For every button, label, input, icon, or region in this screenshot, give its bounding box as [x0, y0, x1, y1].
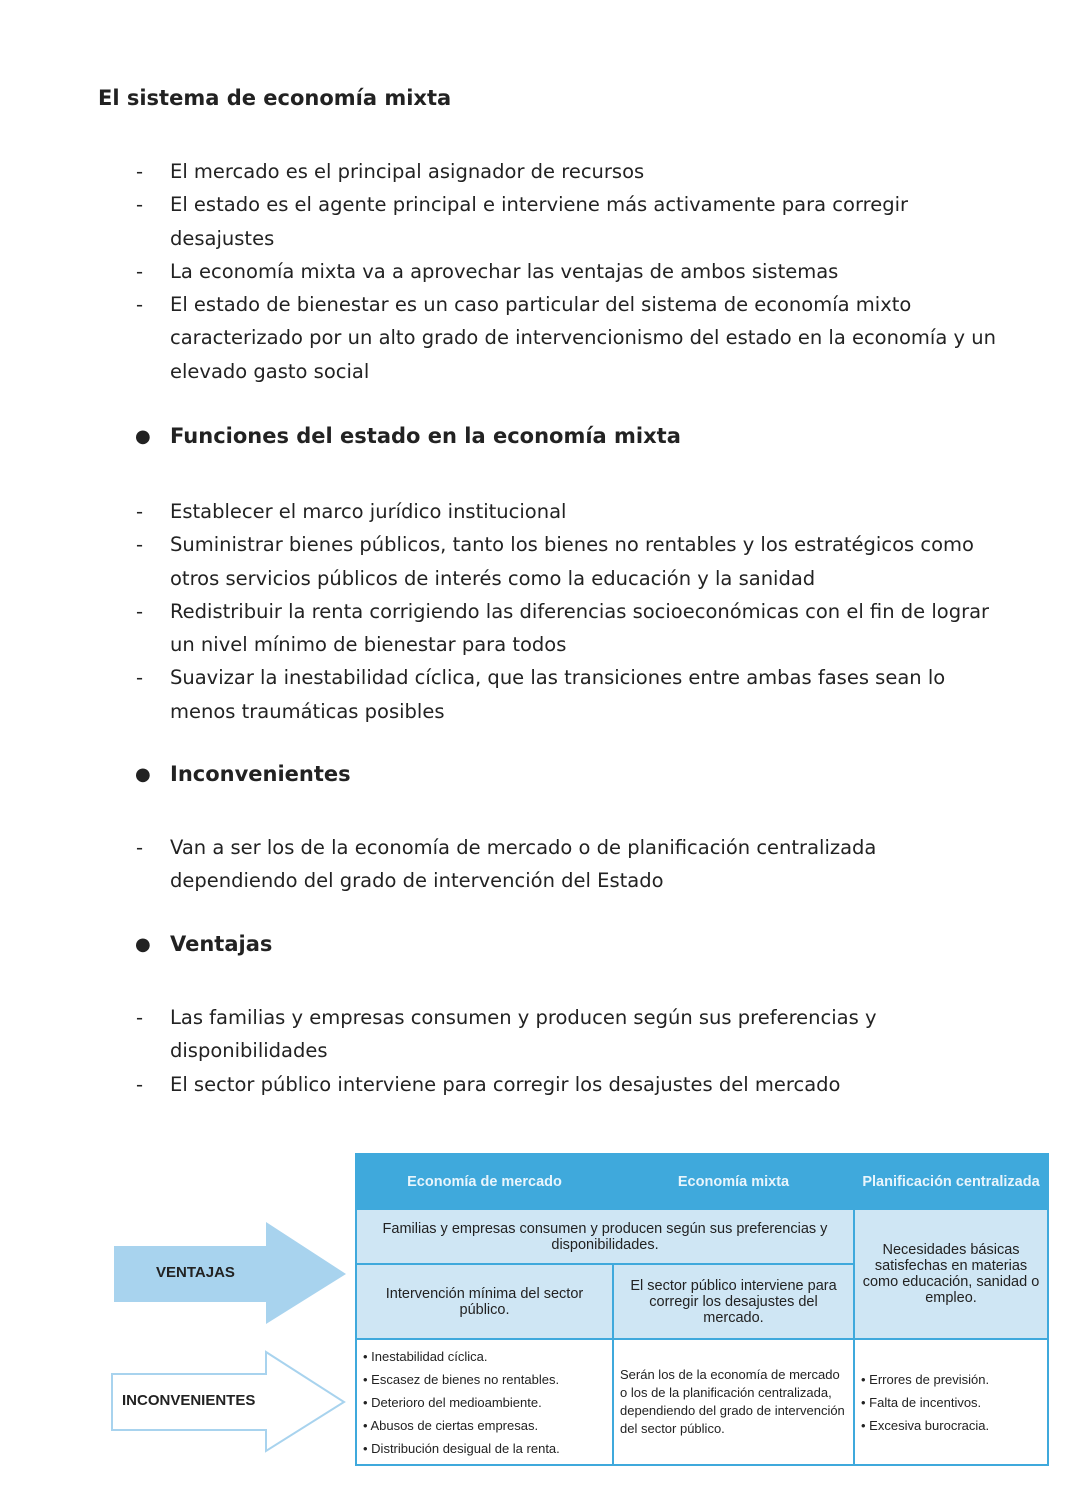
section-funciones: [0, 424, 1080, 728]
section-heading: Funciones del estado en la economía mixta: [170, 424, 681, 448]
ventajas-mixta-cell: El sector público interviene para corregir los desajustes del mercado.: [613, 1264, 854, 1339]
list-item: - La economía mixta va a aprovechar las ventajas de ambos sistemas: [136, 259, 839, 283]
header-planificacion: Planificación centralizada: [854, 1154, 1048, 1209]
list-item: - Las familias y empresas consumen y producen según sus preferencias y disponibilidades: [136, 1006, 877, 1063]
section-ventajas: [0, 932, 1080, 1101]
header-mercado: Economía de mercado: [356, 1154, 613, 1209]
section-heading: Ventajas: [170, 932, 273, 956]
list-item: - Van a ser los de la economía de mercado o de planificación centralizada dependiendo del grado de intervención del Estado: [136, 836, 877, 893]
list-item: - El estado de bienestar es un caso particular del sistema de economía mixto caracterizado por un alto grado de intervencionismo del estado en la economía y un elevado gasto social: [136, 293, 996, 383]
section-inconvenientes: [0, 762, 1080, 898]
list-item: • Errores de previsión.: [861, 1371, 990, 1387]
header-mixta: Economía mixta: [613, 1154, 854, 1209]
list-item: • Falta de incentivos.: [861, 1394, 982, 1410]
item-text: El estado de bienestar es un caso particular del sistema de economía mixto caracterizado por un alto grado de intervencionismo del estado en la economía y un elevado gasto social: [170, 293, 996, 383]
ventajas-shared-cell: Familias y empresas consumen y producen según sus preferencias y disponibilidades.: [356, 1209, 854, 1264]
list-item: - Establecer el marco jurídico institucional: [136, 500, 567, 523]
ventajas-planificacion-cell: Necesidades básicas satisfechas en materias como educación, sanidad o empleo.: [854, 1209, 1048, 1339]
item-text: Suministrar bienes públicos, tanto los bienes no rentables y los estratégicos como otros servicios públicos de interés como la educación y la sanidad: [170, 533, 974, 590]
item-text: El sector público interviene para corregir los desajustes del mercado: [170, 1072, 841, 1096]
list-item: - Redistribuir la renta corrigiendo las diferencias socioeconómicas con el fin de lograr un nivel mínimo de bienestar para todos: [136, 599, 990, 657]
inconv-mixta-cell: Serán los de la economía de mercado o los de la planificación centralizada, dependiendo del grado de intervención del sector público.: [613, 1339, 854, 1465]
section-heading: Inconvenientes: [170, 762, 351, 786]
bullet-icon: ●: [135, 764, 151, 785]
intro-list: [0, 155, 1080, 388]
comparison-table: [355, 1153, 1049, 1466]
ventajas-mercado-cell: Intervención mínima del sector público.: [356, 1264, 613, 1339]
page-title: El sistema de economía mixta: [98, 86, 452, 110]
list-item: • Abusos de ciertas empresas.: [363, 1417, 539, 1433]
list-item: • Deterioro del medioambiente.: [363, 1394, 542, 1410]
list-item: • Inestabilidad cíclica.: [363, 1348, 488, 1364]
inconv-mercado-cell: [356, 1339, 613, 1465]
list-item: - Suministrar bienes públicos, tanto los bienes no rentables y los estratégicos como otros servicios públicos de interés como la educación y la sanidad: [136, 533, 974, 590]
list-item: - El sector público interviene para corregir los desajustes del mercado: [136, 1072, 841, 1096]
inconv-planificacion-cell: [854, 1339, 1048, 1465]
list-item: - Suavizar la inestabilidad cíclica, que las transiciones entre ambas fases sean lo menos traumáticas posibles: [136, 666, 946, 723]
list-item: - El estado es el agente principal e interviene más activamente para corregir desajustes: [136, 193, 909, 250]
item-text: Redistribuir la renta corrigiendo las diferencias socioeconómicas con el fin de lograr un nivel mínimo de bienestar para todos: [170, 599, 990, 657]
list-item: • Distribución desigual de la renta.: [363, 1440, 560, 1456]
ventajas-label: VENTAJAS: [156, 1264, 235, 1281]
inconvenientes-label: INCONVENIENTES: [122, 1392, 256, 1409]
item-text: Establecer el marco jurídico institucional: [170, 500, 567, 523]
item-text: La economía mixta va a aprovechar las ventajas de ambos sistemas: [170, 259, 839, 283]
item-text: El mercado es el principal asignador de recursos: [170, 160, 645, 183]
item-text: El estado es el agente principal e interviene más activamente para corregir desajustes: [170, 193, 909, 250]
list-item: • Escasez de bienes no rentables.: [363, 1371, 560, 1387]
bullet-icon: ●: [135, 934, 151, 955]
bullet-icon: ●: [135, 426, 151, 447]
item-text: Van a ser los de la economía de mercado o de planificación centralizada dependiendo del grado de intervención del Estado: [170, 836, 877, 893]
item-text: Las familias y empresas consumen y producen según sus preferencias y disponibilidades: [170, 1006, 877, 1063]
item-text: Suavizar la inestabilidad cíclica, que las transiciones entre ambas fases sean lo menos traumáticas posibles: [170, 666, 946, 723]
list-item: - El mercado es el principal asignador de recursos: [136, 160, 645, 183]
list-item: • Excesiva burocracia.: [861, 1417, 990, 1433]
